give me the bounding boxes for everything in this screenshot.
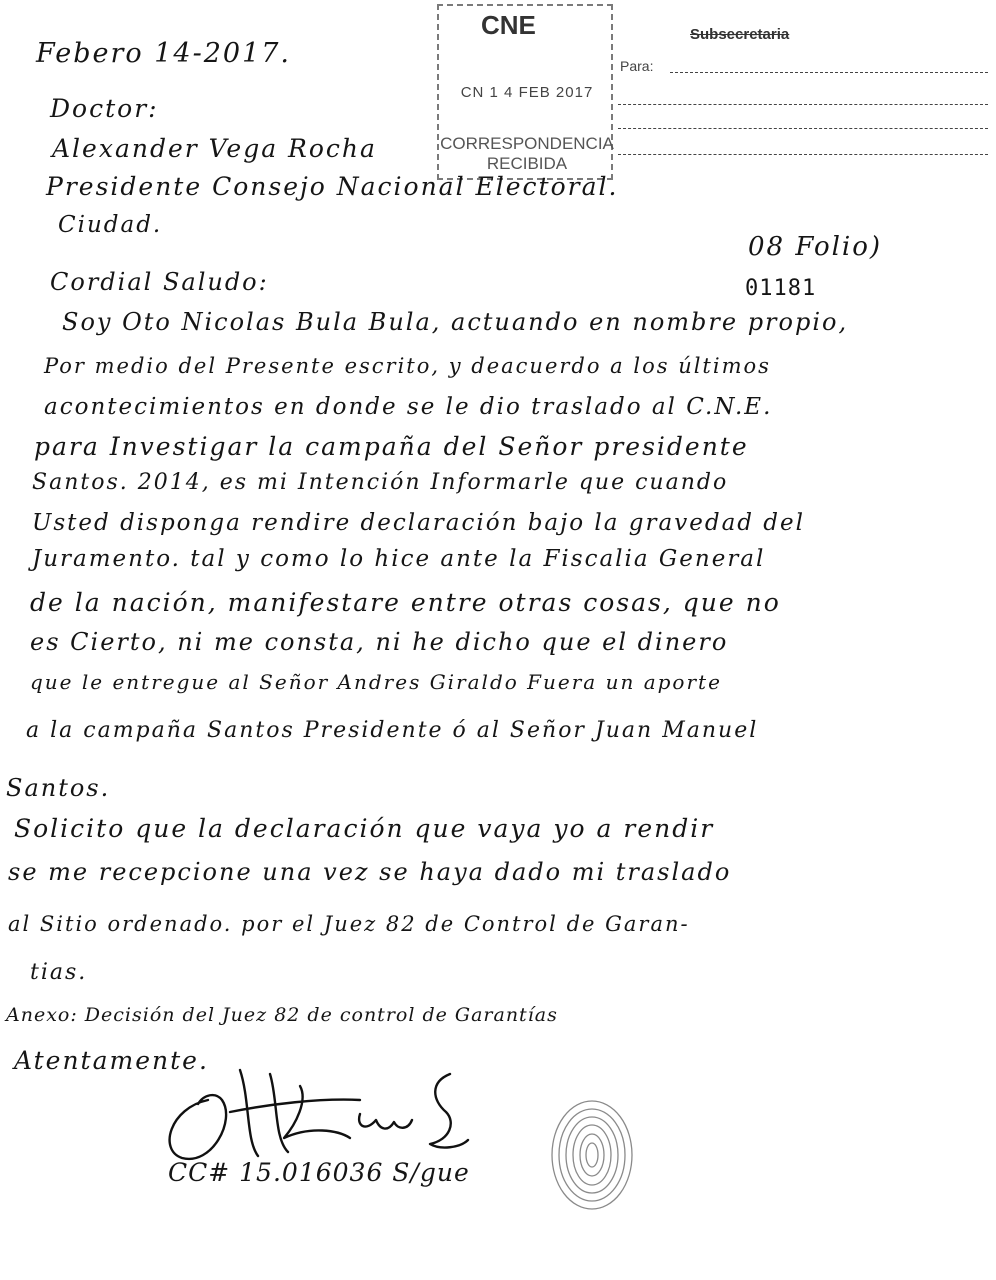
body-line: a la campaña Santos Presidente ó al Señor Juan Manuel — [26, 718, 759, 743]
body-line: de la nación, manifestare entre otras cosas, que no — [30, 588, 781, 617]
letter-date: Febero 14-2017. — [36, 38, 292, 69]
stamp-received-line2: RECIBIDA — [486, 154, 568, 173]
closing: Atentamente. — [14, 1046, 209, 1075]
salutation-title: Doctor: — [50, 94, 159, 123]
recipient-role: Presidente Consejo Nacional Electoral. — [46, 172, 619, 201]
body-line: al Sitio ordenado. por el Juez 82 de Control de Garan- — [8, 912, 690, 936]
folio-number: 01181 — [745, 276, 817, 301]
body-line: que le entregue al Señor Andres Giraldo Fuera un aporte — [30, 670, 722, 694]
stamp-received-line1: CORRESPONDENCIA — [440, 134, 614, 153]
stamp-date: CN 1 4 FEB 2017 — [460, 84, 594, 101]
routing-line — [670, 72, 988, 73]
cne-logo — [481, 10, 571, 50]
routing-para-label: Para: — [620, 58, 654, 74]
reception-stamp — [437, 4, 613, 180]
annex-line: Anexo: Decisión del Juez 82 de control de Garantías — [6, 1004, 558, 1026]
body-line: es Cierto, ni me consta, ni he dicho que el dinero — [30, 628, 729, 656]
cne-logo-text: CNE — [481, 10, 536, 40]
handwritten-signature — [150, 1060, 490, 1170]
routing-line — [618, 104, 988, 105]
folio-label: 08 Folio) — [748, 232, 883, 262]
body-line: Usted disponga rendire declaración bajo la gravedad del — [32, 510, 806, 536]
routing-line — [618, 128, 988, 129]
greeting: Cordial Saludo: — [50, 268, 269, 296]
body-line: acontecimientos en donde se le dio traslado al C.N.E. — [44, 394, 773, 420]
recipient-name: Alexander Vega Rocha — [52, 134, 377, 163]
routing-title: Subsecretaria — [690, 26, 790, 43]
body-line: Solicito que la declaración que vaya yo a rendir — [14, 814, 715, 843]
thumbprint — [545, 1095, 640, 1215]
body-line: para Investigar la campaña del Señor presidente — [34, 432, 749, 461]
body-line: Santos. 2014, es mi Intención Informarle que cuando — [32, 470, 729, 495]
routing-box — [614, 4, 994, 180]
routing-line — [618, 154, 988, 155]
id-line: CC# 15.016036 S/gue — [168, 1158, 470, 1187]
body-line: Juramento. tal y como lo hice ante la Fiscalia General — [32, 546, 766, 572]
body-line: Soy Oto Nicolas Bula Bula, actuando en nombre propio, — [62, 308, 849, 336]
body-line: Santos. — [6, 774, 111, 802]
body-line: Por medio del Presente escrito, y deacuerdo a los últimos — [44, 354, 771, 378]
city: Ciudad. — [58, 212, 163, 238]
body-line: tias. — [30, 960, 88, 985]
body-line: se me recepcione una vez se haya dado mi traslado — [8, 858, 732, 886]
stamp-received — [439, 134, 615, 174]
